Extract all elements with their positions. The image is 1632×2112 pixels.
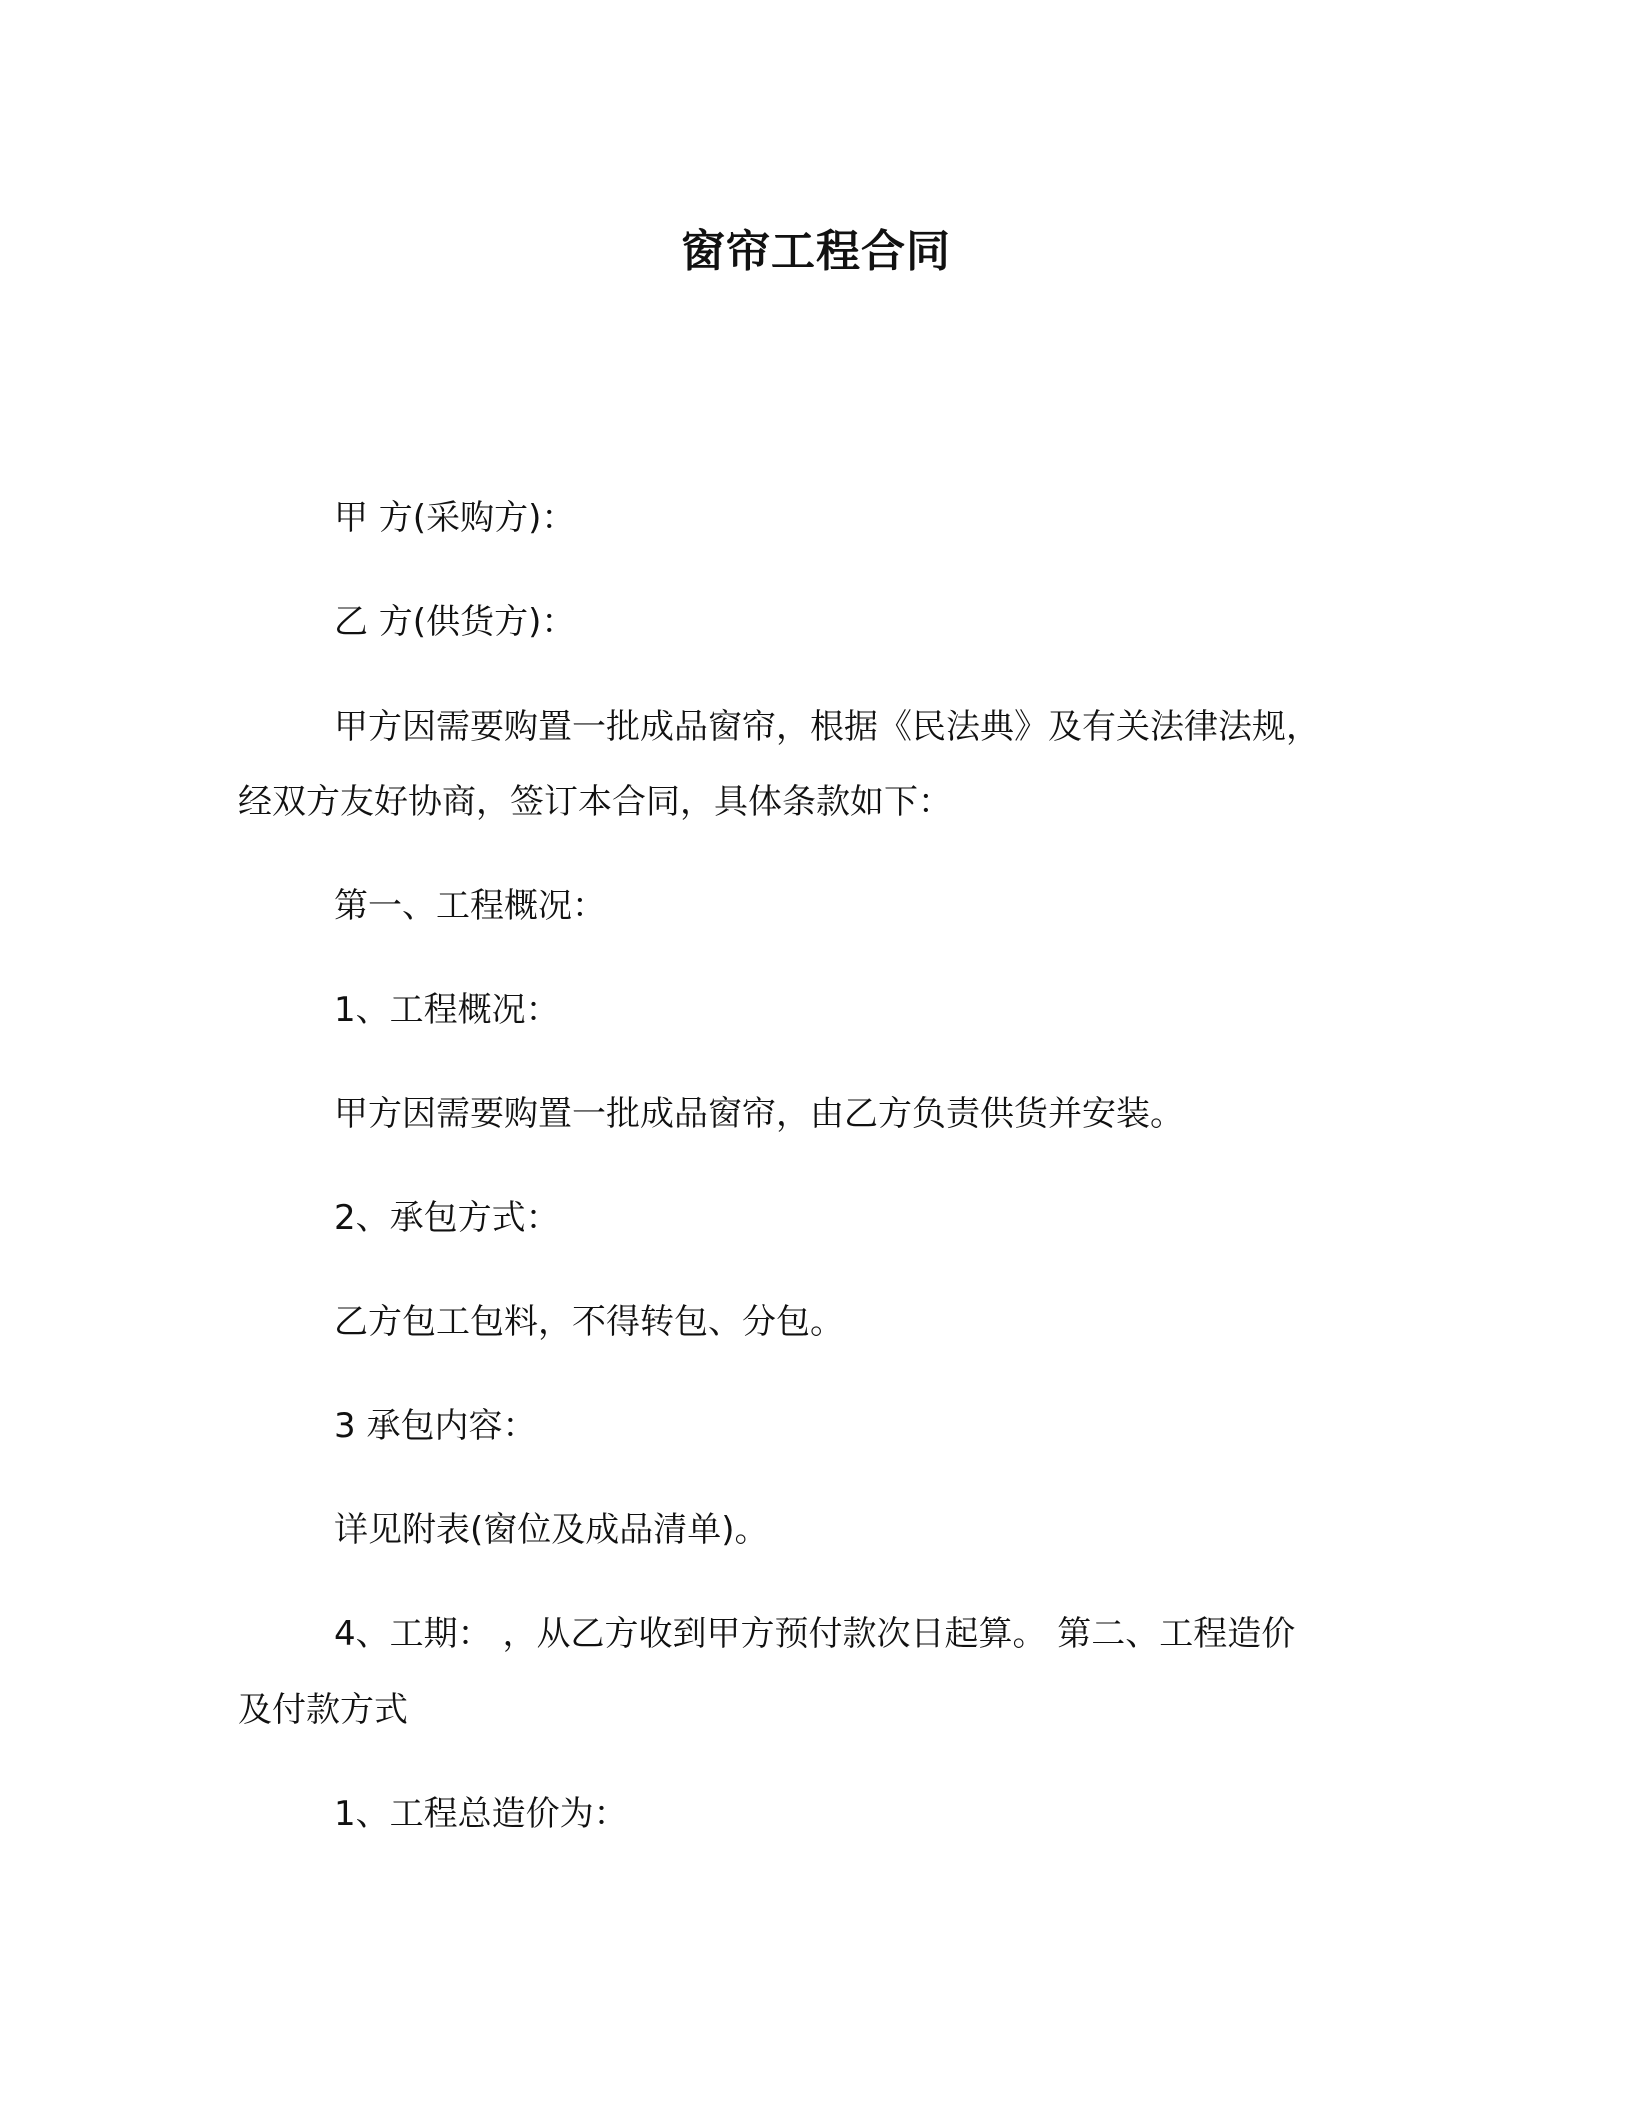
item-2-text: 乙方包工包料，不得转包、分包。 <box>334 1302 844 1342</box>
item-1-heading: 1、工程概况： <box>334 990 560 1030</box>
item-2-heading: 2、承包方式： <box>334 1198 560 1238</box>
document-title: 窗帘工程合同 <box>681 226 951 277</box>
party-b-label: 乙 方(供货方)： <box>334 602 576 642</box>
item-3-text: 详见附表(窗位及成品清单)。 <box>334 1510 769 1550</box>
item-4-line-1: 4、工期： ，从乙方收到甲方预付款次日起算。 第二、工程造价 <box>334 1614 1296 1654</box>
intro-paragraph-line-2: 经双方友好协商，签订本合同，具体条款如下： <box>238 782 952 822</box>
item-1-text: 甲方因需要购置一批成品窗帘，由乙方负责供货并安装。 <box>334 1094 1184 1134</box>
item-3-heading: 3 承包内容： <box>334 1406 537 1446</box>
party-a-label: 甲 方(采购方)： <box>334 498 576 538</box>
item-4-line-2: 及付款方式 <box>238 1690 408 1730</box>
section-2-item-1: 1、工程总造价为： <box>334 1794 628 1834</box>
section-1-heading: 第一、工程概况： <box>334 886 606 926</box>
intro-paragraph-line-1: 甲方因需要购置一批成品窗帘，根据《民法典》及有关法律法规， <box>334 707 1320 747</box>
